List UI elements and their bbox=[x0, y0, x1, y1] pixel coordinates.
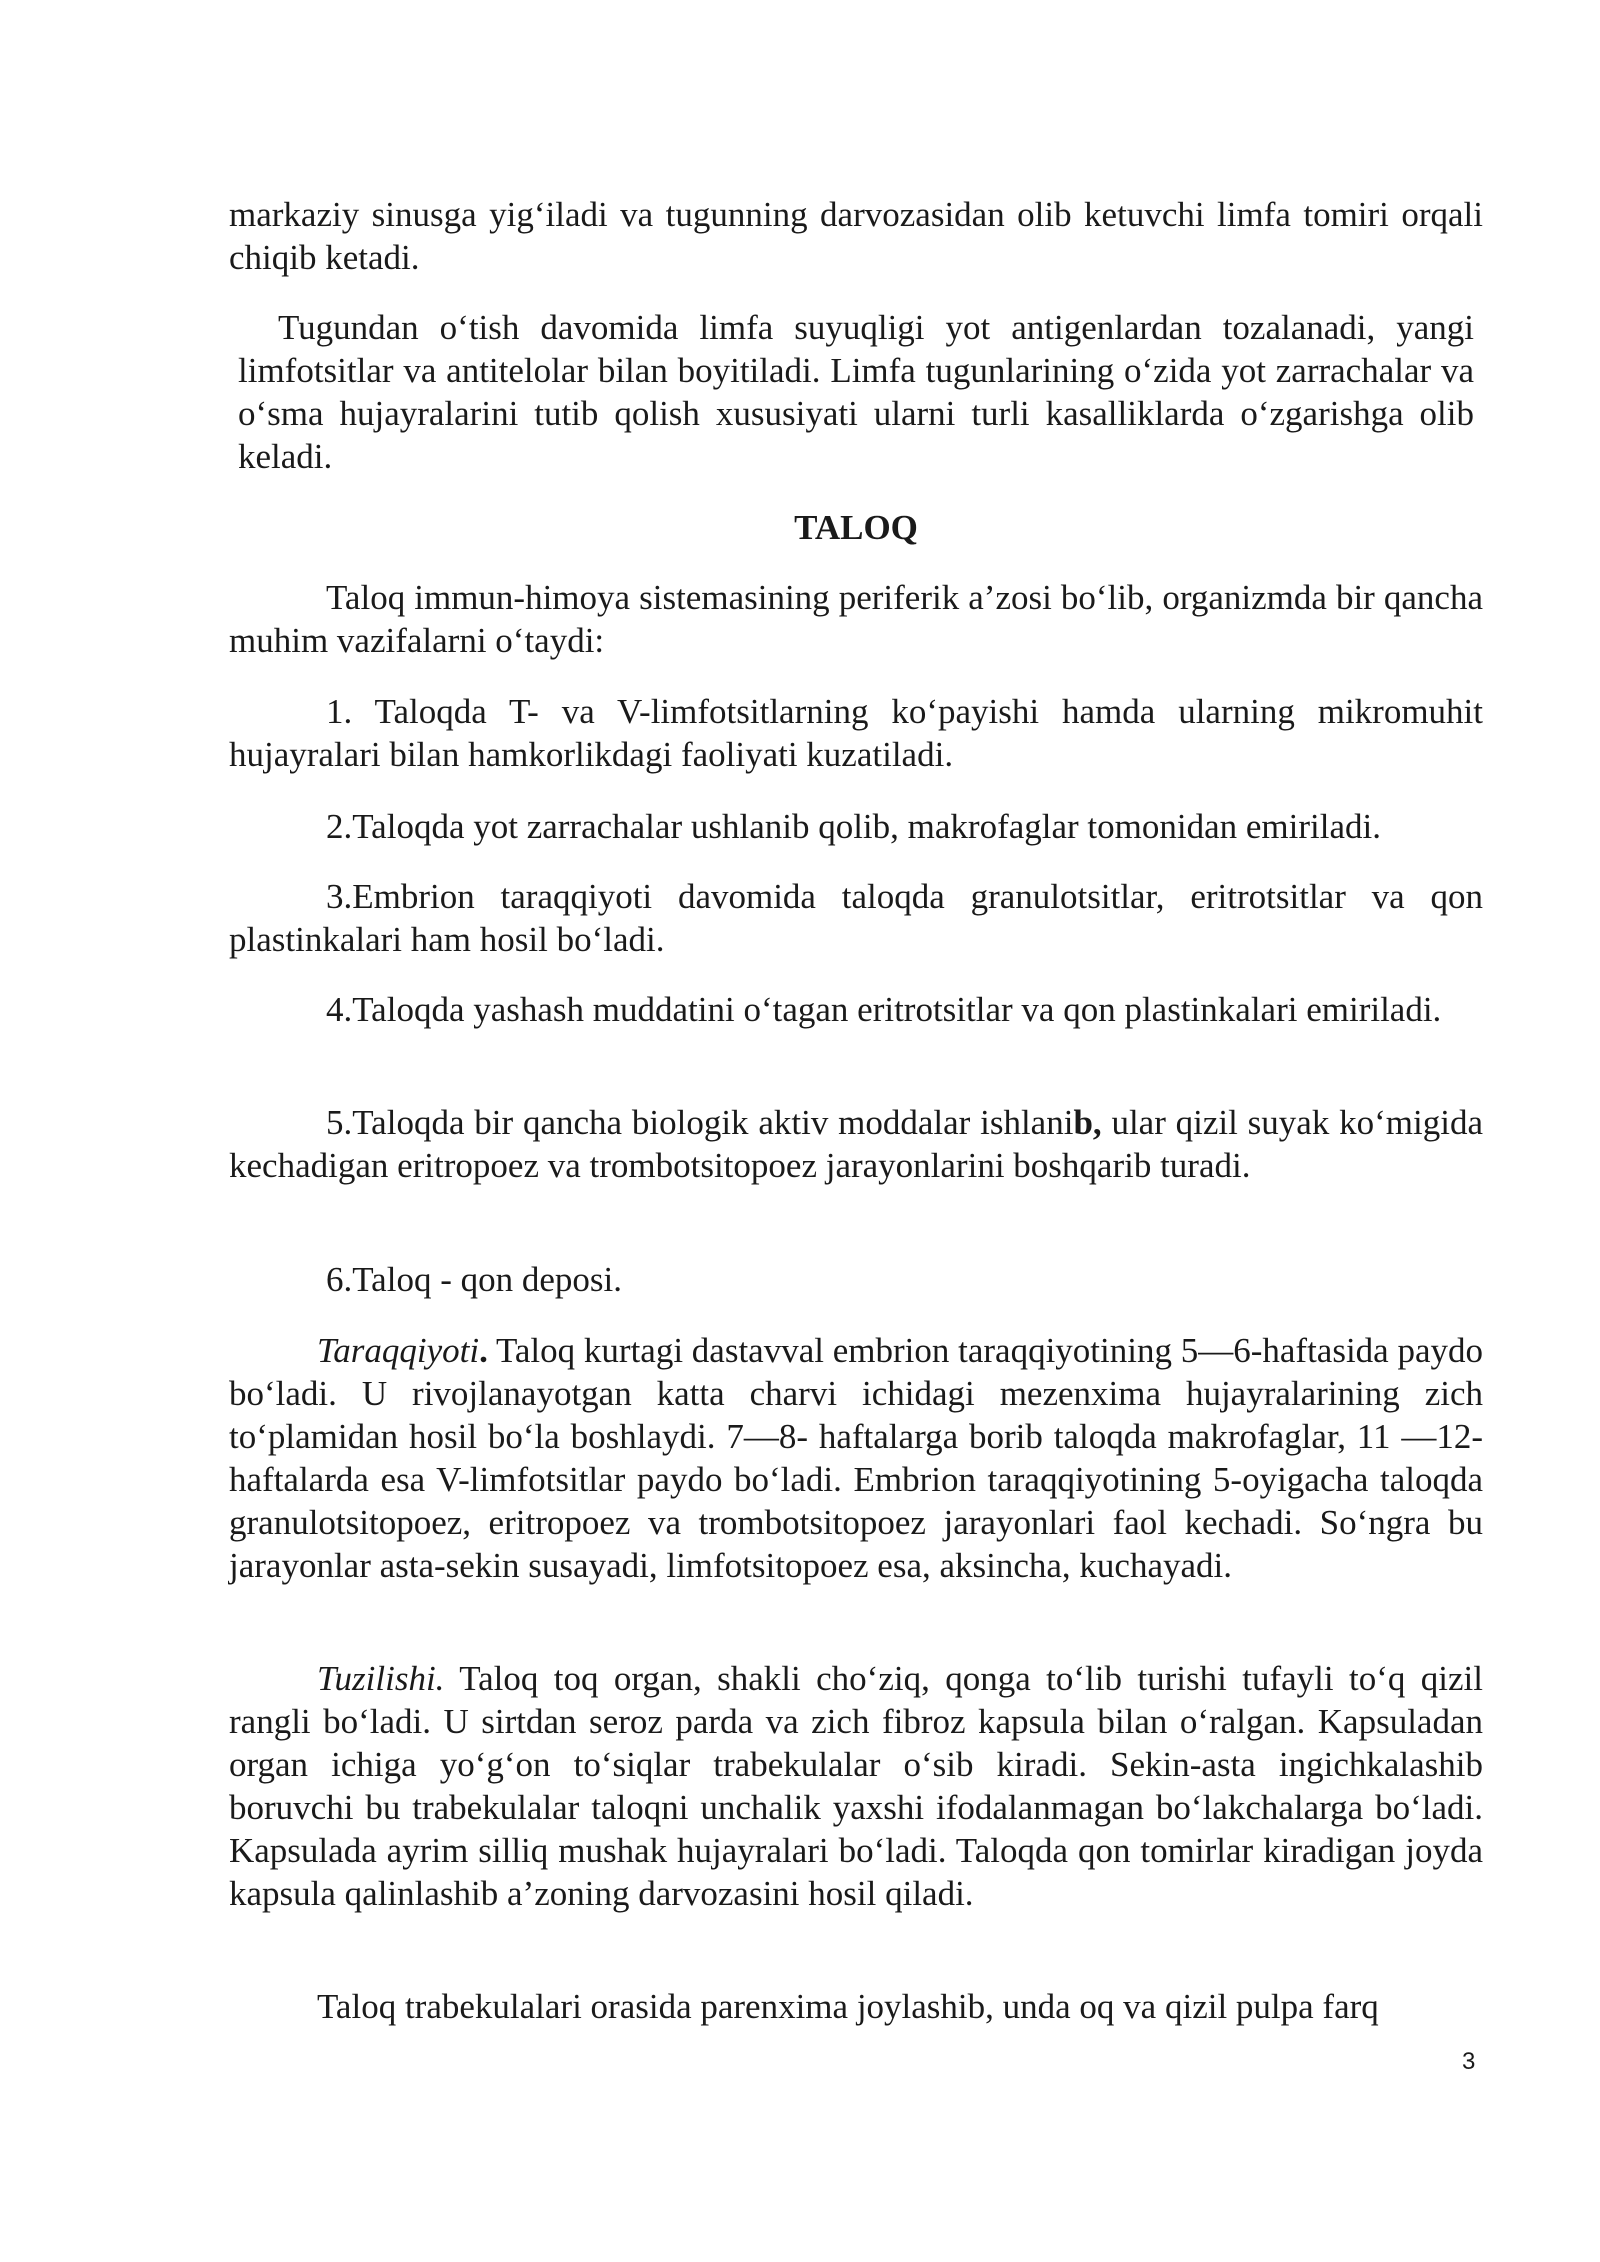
structure-label: Tuzilishi. bbox=[317, 1659, 445, 1698]
list-item-6: 6.Taloq - qon deposi. bbox=[326, 1260, 622, 1299]
list-item-3: 3.Embrion taraqqiyoti davomida taloqda granulotsitlar, eritrotsitlar va qon plastinkalari ham hosil bo‘ladi. bbox=[229, 877, 1483, 959]
section-heading-taloq: TALOQ bbox=[794, 508, 918, 547]
list-item-1: 1. Taloqda T- va V-limfotsitlarning ko‘payishi hamda ularning mikromuhit hujayralari bilan hamkorlikdagi faoliyati kuzatiladi. bbox=[229, 692, 1483, 774]
list-item-5 bbox=[229, 1101, 1483, 1187]
list-item-5-bold: b, bbox=[1073, 1103, 1102, 1142]
list-item-2: 2.Taloqda yot zarrachalar ushlanib qolib, makrofaglar tomonidan emiriladi. bbox=[326, 807, 1381, 846]
paragraph-spleen-intro: Taloq immun-himoya sistemasining periferik a’zosi bo‘lib, organizmda bir qancha muhim vazifalarni o‘taydi: bbox=[229, 578, 1483, 660]
list-item-5-part-a: 5.Taloqda bir qancha biologik aktiv moddalar ishlani bbox=[326, 1103, 1074, 1142]
paragraph-lymph-node-exit: markaziy sinusga yig‘iladi va tugunning darvozasidan olib ketuvchi limfa tomiri orqali chiqib ketadi. bbox=[229, 195, 1483, 277]
page-number: 3 bbox=[1462, 2048, 1476, 2075]
paragraph-lymph-node-function: Tugundan o‘tish davomida limfa suyuqligi yot antigenlardan tozalanadi, yangi limfotsitlar va antitelolar bilan boyitiladi. Limfa tugunlarining o‘zida yot zarrachalar va o‘sma hujayralarini tutib qolish xususiyati ularni turli kasalliklarda o‘zgarishga olib keladi. bbox=[238, 308, 1474, 476]
development-text: Taloq kurtagi dastavval embrion taraqqiyotining 5—6-haftasida paydo bo‘ladi. U rivojlanayotgan katta charvi ichidagi mezenxima hujayralarining zich to‘plamidan hosil bo‘la boshlaydi. 7—8- haftalarga borib taloqda makrofaglar, 11 —12-haftalarda esa V-limfotsitlar paydo bo‘ladi. Embrion taraqqiyotining 5-oyigacha taloqda granulotsitopoez, eritropoez va trombotsitopoez jarayonlari faol kechadi. So‘ngra bu jarayonlar asta-sekin susayadi, limfotsitopoez esa, aksincha, kuchayadi. bbox=[229, 1331, 1483, 1585]
development-label-dot: . bbox=[479, 1331, 488, 1370]
development-label: Taraqqiyoti bbox=[317, 1331, 480, 1370]
structure-text: Taloq toq organ, shakli cho‘ziq, qonga to‘lib turishi tufayli to‘q qizil rangli bo‘ladi. U sirtdan seroz parda va zich fibroz kapsula bilan o‘ralgan. Kapsuladan organ ichiga yo‘g‘on to‘siqlar trabekulalar o‘sib kiradi. Sekin-asta ingichkalashib boruvchi bu trabekulalar taloqni unchalik yaxshi ifodalanmagan bo‘lakchalarga bo‘ladi. Kapsulada ayrim silliq mushak hujayralari bo‘ladi. Taloqda qon tomirlar kiradigan joyda kapsula qalinlashib a’zoning darvozasini hosil qiladi. bbox=[229, 1659, 1483, 1913]
paragraph-trabeculae: Taloq trabekulalari orasida parenxima joylashib, unda oq va qizil pulpa farq bbox=[317, 1987, 1379, 2026]
list-item-5-part-c: ular qizil suyak ko‘migida kechadigan eritropoez va trombotsitopoez jarayonlarini boshqarib turadi. bbox=[229, 1103, 1484, 1185]
list-item-4: 4.Taloqda yashash muddatini o‘tagan eritrotsitlar va qon plastinkalari emiriladi. bbox=[326, 990, 1442, 1029]
paragraph-development bbox=[229, 1329, 1483, 1587]
paragraph-structure bbox=[229, 1657, 1483, 1915]
